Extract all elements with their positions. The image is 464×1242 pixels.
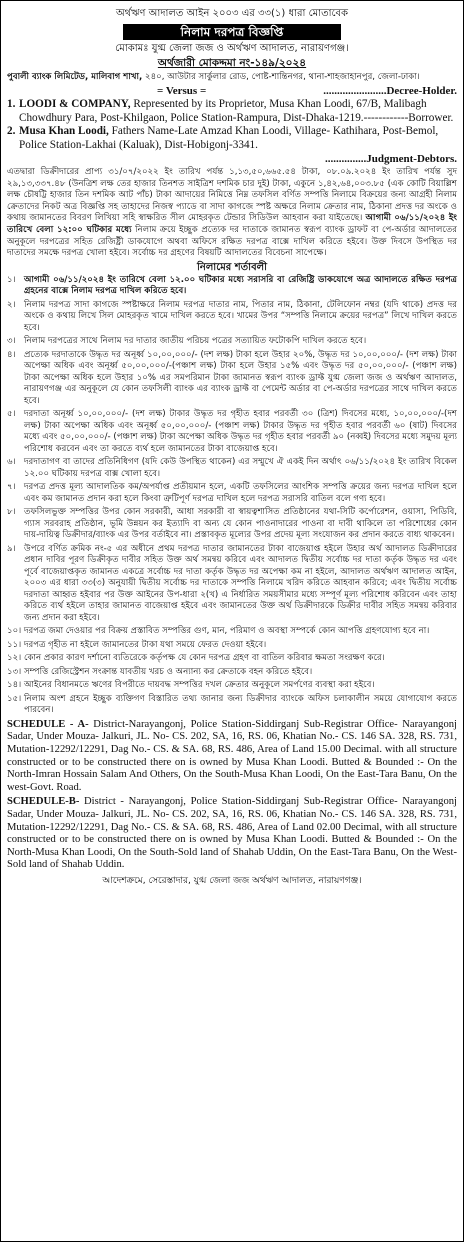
condition-text: সম্পত্তি রেজিস্ট্রেশন সংক্রান্ত যাবতীয় খরচ ও অন্যান্য কর ক্রেতাকে বহন করিতে হইবে। bbox=[24, 666, 313, 677]
condition-item bbox=[7, 409, 457, 455]
condition-number: ১০। bbox=[7, 626, 22, 637]
condition-number: ১১। bbox=[7, 639, 22, 650]
condition-number: ১৫। bbox=[7, 693, 22, 704]
condition-number: ২। bbox=[7, 299, 16, 310]
defendant-number: 1. bbox=[7, 98, 16, 111]
conditions-list bbox=[7, 275, 457, 717]
condition-number: ১৪। bbox=[7, 680, 22, 691]
judgment-debtors-label: ...............Judgment-Debtors. bbox=[325, 153, 457, 166]
conditions-heading: নিলামের শর্তাবলী bbox=[197, 261, 267, 273]
defendant-number: 2. bbox=[7, 125, 16, 138]
condition-item bbox=[7, 640, 457, 652]
condition-item bbox=[7, 482, 457, 505]
defendant-details: Represented by its Proprietor, Musa Khan Loodi, 67/B, Malibagh Chowdhury Para, Post-Khilgaon, Police Station-Rampura, Dist-Dhaka-1219. bbox=[19, 98, 427, 124]
schedule-text: District-Narayangonj, Police Station-Siddirganj Sub-Registrar Office- Narayangonj Sadar, Under Mouza- Jalkuri, JL. No- CS. 202, SA, 16, RS. 06, Khatian No.- CS. 146 SA. 328, RS. 731, Mutation-12292/12291, Dag No.- CS. & SA. 68, RS. 486, Area of Land 15.00 Decimal. with all structure constructed or to be constructed there on is owned by Musa Khan Loodi. Butted & Bounded :- On the North-Imran Hossain Salam And Others, On the South-Musa Khan Loodi, On the East-Tara Banu, On the west-Govt. Road. bbox=[7, 718, 457, 793]
case-number: অর্থজারী মোকদ্দমা নং-১৪৯/২০২৪ bbox=[157, 57, 307, 69]
condition-number: ১। bbox=[7, 274, 16, 285]
condition-number: ৯। bbox=[7, 543, 16, 554]
schedule-a bbox=[7, 719, 457, 795]
condition-item bbox=[7, 336, 457, 348]
order-signature: আদেশক্রমে, সেরেস্তাদার, যুগ্ম জেলা জজ অর্থঋণ আদালত, নারায়ণগঞ্জ। bbox=[102, 875, 362, 886]
condition-text: দরপত্র প্রদত্ত মূল্য আদালতিক কম/অপর্যাপ্ত প্রতীয়মান হলে, একটি তফসিলের আংশিক সম্পত্তি ক্রয়ের জন্য দরপত্র দাখিল হলে এবং কম জামানত প্রদান করা হলে কিংবা ত্রুটিপূর্ণ দরপত্র দাখিল হলে দরপত্র সরাসরি বাতিল বলে গণ্য হবে। bbox=[24, 482, 457, 504]
condition-item bbox=[7, 694, 457, 717]
condition-item bbox=[7, 350, 457, 408]
notice-body-part3: নিলাম ক্রয়ে ইচ্ছুক প্রত্যেক দর দাতাকে জামানত স্বরূপ ব্যাংক ড্রাফট বা পে-অর্ডার আদালতের অনুকূলে দরপত্রের সহিত রেজিষ্ট্রী ডাকযোগে অথবা অফিসে রক্ষিত দরপত্র বাক্সে দাখিল করিতে হইবে। উক্ত দিবসে উপস্থিত দর দাতাদের সমক্ষে দরপত্র খোলা হইবে। সর্বোচ্চ দর গ্রহণের বিষয়টি আদালতের বিবেচনা সাপেক্ষে। bbox=[7, 225, 457, 259]
notice-deadline: আগামী ০৬/১১/২০২৪ ইং তারিখে বেলা ১২:০০ ঘটিকার মধ্যে bbox=[7, 213, 457, 235]
court-name: মোকামঃ যুগ্ম জেলা জজ ও অর্থঋণ আদালত, নারায়ণগঞ্জ। bbox=[115, 43, 349, 54]
condition-text: নিলাম দরপত্র সাদা কাগজে স্পষ্টাক্ষরে নিলাম দরপত্র দাতার নাম, পিতার নাম, ঠিকানা, টেলিফোন নম্বর (যদি থাকে) প্রদত্ত দর অংকে ও কথায় লিখে সিল মোহরকৃত খামে দাখিল করতে হবে। খামের উপর “সম্পত্তি নিলামে ক্রয়ের দরপত্র” লিখে দাখিল করতে হবে। bbox=[24, 299, 457, 333]
decree-holder-name: পুবালী ব্যাংক লিমিটেড, মালিবাগ শাখা, bbox=[7, 72, 143, 82]
condition-text: দরপত্র গৃহীত না হইলে জামানতের টাকা যথা সময়ে ফেরত দেওয়া হইবে। bbox=[24, 639, 267, 650]
condition-text: দরদাতাগণ বা তাদের প্রতিনিধিগণ (যদি কেউ উপস্থিত থাকেন) এর সম্মুখে ঐ একই দিন অর্থাৎ ০৬/১১/২০২৪ ইং তারিখ বিকেল ১২.০০ ঘটিকায় দরপত্র বাক্স খোলা হবে। bbox=[24, 457, 457, 479]
condition-item bbox=[7, 300, 457, 335]
condition-item bbox=[7, 667, 457, 679]
condition-number: ৮। bbox=[7, 507, 16, 518]
condition-number: ১২। bbox=[7, 653, 22, 664]
schedule-text: District - Narayangonj, Police Station-Siddirganj Sub-Registrar Office- Narayangonj Sadar, Under Mouza- Jalkuri, JL. No- CS. 202, SA, 16, RS. 06, Khatian No.- CS. 146 SA. 328, RS. 731, Mutation-12292/12291, Dag No.- CS. & SA. 68, RS. 486, Area of Land 02.00 Decimal, with all structure constructed or to be constructed there on is owned by Musa Khan Loodi. Butted & Bounded :- On the North-Musa Khan Loodi, On the South-Sold land of Shahab Uddin, On the East-Tara Banu, On the West-Sold land of Shahab Uddin. bbox=[7, 796, 457, 871]
law-reference: অর্থঋণ আদালত আইন ২০০৩ এর ৩৩(১) ধারা মোতাবেক bbox=[115, 8, 349, 19]
defendant-role: ------------Borrower. bbox=[363, 111, 454, 124]
condition-number: ৬। bbox=[7, 457, 16, 468]
condition-text: দরপত্র জমা দেওয়ার পর বিক্রয় প্রস্তাবিত সম্পত্তির গুণ, মান, পরিমাণ ও অবস্থা সম্পর্কে কোন আপত্তি গ্রহণযোগ্য হবে না। bbox=[24, 626, 430, 637]
defendant-name: Musa Khan Loodi, bbox=[19, 125, 109, 138]
condition-item bbox=[7, 507, 457, 542]
notice-body bbox=[7, 167, 457, 260]
notice-title: নিলাম দরপত্র বিজ্ঞপ্তি bbox=[123, 24, 341, 40]
defendant-details: Fathers Name-Late Amzad Khan Loodi, Village- Kathihara, Post-Bemol, Police Station-Lakhai (Kaluak), Dist-Hobigonj-3341. bbox=[19, 125, 439, 151]
condition-text: আইনের বিধানমতে ঋণের বিপরীতে দায়বদ্ধ সম্পত্তির দখল ক্রেতার অনুকূলে সমর্পণের ব্যবস্থা করা হইবে। bbox=[24, 680, 375, 691]
condition-text: উপরে বর্ণিত ক্রমিক নং-৫ এর অধীনে প্রথম দরপত্র দাতার জামানতের টাকা বাজেয়াপ্ত হইলে উহার অর্থ আদালত ডিক্রীদারের প্রধান দাবির পূরণ ডিক্রীকৃত দাবীর সহিত উক্ত অর্থ সমন্বয় করিবে এবং আদালত দ্বিতীয় সর্বোচ্চ দর দাতা কর্তৃক উদ্ধৃত দর এবং পূর্বে বাজেয়াপ্তকৃত জামানত একত্রে সর্বোচ্চ দর দাতা কর্তৃক উদ্ধৃত দর অপেক্ষা কম না হইলে, আদালত অর্থঋণ আদালত আইন, ২০০৩ এর ধারা ৩৩(৩) অনুযায়ী দ্বিতীয় সর্বোচ্চ দর দাতাকে সম্পত্তি নিলামে খরিদ করিতে আহবান করিবে; এবং দ্বিতীয় সর্বোচ্চ দরদাতা আহ্বত হইবার পর উক্ত আইনের উপ-ধারা ২(খ) এ নির্ধারিত সময়সীমার মধ্যে সম্পূর্ণ মূল্য পরিশোধ করিবেন এবং তাহা করিতে ব্যর্থ হইলে তাহার জামানত বাজেয়াপ্ত হইবে এবং জামানতের উক্ত অর্থ ডিক্রীদারকে ডিক্রীর দাবীর সহিত সমন্বয় করিবার জন্য প্রদান করা হইবে। bbox=[24, 543, 457, 623]
defendant-2 bbox=[7, 125, 457, 152]
versus-label: = Versus = bbox=[157, 85, 207, 98]
condition-item bbox=[7, 680, 457, 692]
condition-number: ৪। bbox=[7, 349, 16, 360]
condition-text: নিলাম অংশ গ্রহনে ইচ্ছুক ব্যক্তিগণ বিস্তারিত তথ্য জানার জন্য ডিক্রীদার ব্যাংকে অফিস চলাকালীন সময়ে যোগাযোগ করতে পারবেন। bbox=[24, 693, 457, 716]
decree-holder-address: ২৪০, আউটার সার্কুলার রোড, পোষ্ট-শান্তিনগর, থানা-শাহজাহানপুর, জেলা-ঢাকা। bbox=[142, 72, 420, 82]
condition-text: নিলাম দরপত্রের সাথে নিলাম দর দাতার জাতীয় পরিচয় পত্রের সত্যায়িত ফটোকপি দাখিল করতে হবে। bbox=[24, 336, 367, 347]
condition-text: আগামী ০৬/১১/২০২৪ ইং তারিখে বেলা ১২.০০ ঘটিকার মধ্যে সরাসরি বা রেজিষ্ট্রি ডাকযোগে অত্র আদালতে রক্ষিত দরপত্র গ্রহনের বাক্সে নিলাম দরপত্র দাখিল করিতে হবে। bbox=[24, 274, 457, 297]
defendant-name: LOODI & COMPANY, bbox=[19, 98, 131, 111]
condition-number: ৫। bbox=[7, 409, 16, 420]
schedule-label: SCHEDULE - A- bbox=[7, 718, 89, 730]
decree-holder bbox=[7, 72, 457, 83]
condition-text: তফসিলভুক্ত সম্পত্তির উপর কোন সরকারী, আধা সরকারী বা স্বায়ত্বশাসিত প্রতিষ্ঠানের যথা-সিটি কর্পোরেশন, ওয়াসা, পিডিবি, গ্যাস সরবরাহ প্রতিষ্ঠান, ভূমি উন্নয়ন কর ইত্যাদি বা অন্য যে কোন পাওনাদারের পাওনা বা দাবী থাকিলে তা পরিশোধের কোন দায়-দায়িত্ব ডিক্রীদার/ব্যাংক এর উপর বর্তাইবে না। প্রস্তাবকৃত মূল্যের উপর প্রদেয় মূল্য সংযোজন কর প্রদান করতে বাধ্য থাকবেন। bbox=[24, 507, 457, 541]
condition-text: দরদাতা অনূর্ধ্ব ১০,০০,০০০/- (দশ লক্ষ) টাকার উদ্ধৃত দর গৃহীত হবার পরবর্তী ৩০ (ত্রিশ) দিবসের মধ্যে, ১০,০০,০০০/-(দশ লক্ষ) টাকা অপেক্ষা অধিক এবং অনূর্ধ্ব ৫০,০০,০০০/- (পঞ্চাশ লক্ষ) টাকার উদ্ধৃত দর গৃহীত হবার পরবর্তী ৬০ (ষাট) দিবসের মধ্যে এবং ৫০,০০,০০০/- (পঞ্চাশ লক্ষ) টাকা অপেক্ষা অধিক উদ্ধৃত দর গৃহীত হবার পরবর্তী ৯০ (নব্বই) দিবসের মধ্যে সমুদয় মূল্য পরিশোধ করবেন এবং তা করতে ব্যর্থ হলে জামানতের টাকা বাজেয়াপ্ত হবে। bbox=[24, 409, 457, 454]
condition-item bbox=[7, 544, 457, 625]
defendant-1 bbox=[7, 98, 457, 125]
condition-text: কোন প্রকার কারণ দর্শানো ব্যতিরেকে কর্তৃপক্ষ যে কোন দরপত্র গ্রহণ বা বাতিল করিবার ক্ষমতা সংরক্ষণ করে। bbox=[24, 653, 385, 664]
condition-item bbox=[7, 457, 457, 480]
notice-body-part1: এতদ্বারা ডিক্রীদারের প্রাপ্য ৩১/০৭/২০২২ ইং তারিখ পর্যন্ত ১,১৩,৫০,৬৬৫.৫৪ টাকা, ০৮.০৯.২০২৪ ইং তারিখ পর্যন্ত সুদ ২৯,১৩,৩৩৭.৪৮ (উনত্রিশ লক্ষ তের হাজার তিনশত সাইত্রিশ দশমিক চার দুই) টাকা, একুনে ১,৪২,৬৪,০০৩.৮৫ (এক কোটি বিয়াল্লিশ লক্ষ চৌষট্টি হাজার তিন দশমিক আট পাঁচ) টাকা আদায়ের নিমিত্তে নিম্ন তফসিল বর্ণিত সম্পত্তি নিলামে বিক্রয়ের জন্য আগ্রহী নিলাম ক্রেতাদের নিকট অত্র বিজ্ঞপ্তি সহ তাহাদের নিজস্ব প্যাডে বা সাদা কাগজে স্পষ্ট অক্ষরে নিলাম ক্রেতার নাম, ঠিকানা প্রদত্ত দর অংকে ও কথায় জামানতের বিবরণ লিখিয়া সহি স্বাক্ষরিত সীল মোহরকৃত টেন্ডার সিডিউল আহবান করা যাইতেছে। bbox=[7, 167, 457, 224]
versus-row bbox=[7, 84, 457, 98]
condition-number: ১৩। bbox=[7, 666, 22, 677]
schedule-b bbox=[7, 796, 457, 872]
condition-item bbox=[7, 653, 457, 665]
decree-holder-role: .......................Decree-Holder. bbox=[323, 85, 457, 98]
condition-number: ৭। bbox=[7, 482, 16, 493]
condition-text: প্রত্যেক দরদাতাকে উদ্ধৃত দর অনূর্ধ্ব ১০,০০,০০০/- (দশ লক্ষ) টাকা হলে উহার ২০%, উদ্ধৃত দর ১০,০০,০০০/- (দশ লক্ষ) টাকা অপেক্ষা অধিক এবং অনূর্ধ্ব ৫০,০০,০০০/-(পঞ্চাশ লক্ষ) টাকা হলে উহার ১৫% এবং উদ্ধৃত দর ৫০,০০,০০০/- (পঞ্চাশ লক্ষ) টাকা অপেক্ষা অধিক হলে উহার ১০% এর সমপরিমান টাকা জামানত স্বরূপ ব্যাংক ড্রাফ্ট যুগ্ম জেলা জজ ও অর্থঋণ আদালত, নারায়ণগঞ্জ এর অনুকূলে যে কোন তফসিলী ব্যাংক এর ব্যাংক ড্রাফ্ট বা পেমেন্ট অর্ডার বা পে-অর্ডার দরপত্রের সাথে দাখিল করতে হবে। bbox=[24, 349, 457, 406]
schedule-label: SCHEDULE-B- bbox=[7, 796, 80, 808]
condition-item bbox=[7, 275, 457, 298]
condition-item bbox=[7, 626, 457, 638]
condition-number: ৩। bbox=[7, 336, 16, 347]
